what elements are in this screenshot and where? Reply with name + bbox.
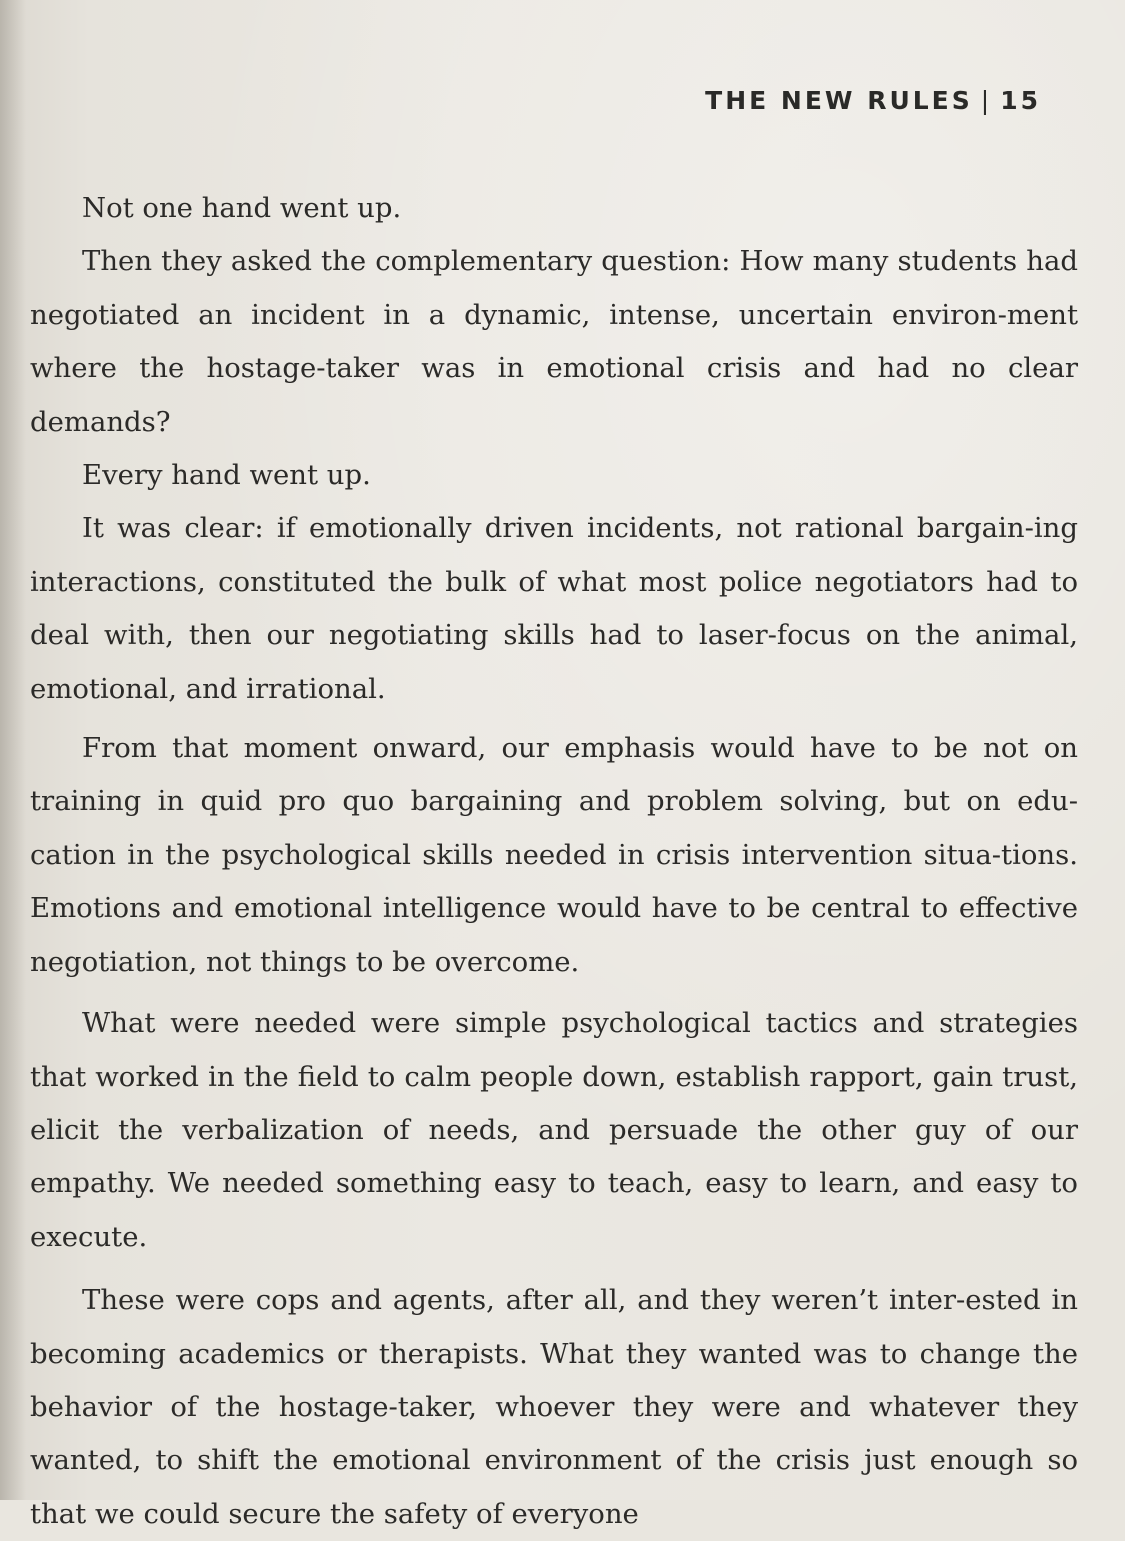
body-text	[30, 182, 1078, 1541]
running-head-separator: |	[980, 86, 993, 115]
paragraph: What were needed were simple psychological tactics and strategies that worked in the field to calm people down, establish rapport, gain trust, elicit the verbalization of needs, and persuade the other guy of our empathy. We needed something easy to teach, easy to learn, and easy to execute.	[30, 1007, 1078, 1253]
gutter-shadow	[0, 0, 26, 1500]
page-number: 15	[1000, 86, 1041, 115]
running-head-title: THE NEW RULES	[705, 86, 973, 115]
paragraph: Not one hand went up.	[82, 192, 402, 224]
paragraph: These were cops and agents, after all, and they weren’t inter-ested in becoming academics or therapists. What they wanted was to change the behavior of the hostage-taker, whoever they were and whatever they wanted, to shift the emotional environment of the crisis just enough so that we could secure the safety of everyone	[30, 1284, 1078, 1530]
paragraph: From that moment onward, our emphasis would have to be not on training in quid pro quo bargaining and problem solving, but on edu-cation in the psychological skills needed in crisis intervention situa-tions. Emotions and emotional intelligence would have to be central to effective negotiation, not things to be overcome.	[30, 732, 1078, 978]
running-head	[705, 86, 1041, 115]
paragraph: Every hand went up.	[82, 459, 371, 492]
paragraph: Then they asked the complementary question: How many students had negotiated an incident in a dynamic, intense, uncertain environ-ment where the hostage-taker was in emotional crisis and had no clear demands?	[30, 245, 1078, 438]
paragraph: It was clear: if emotionally driven incidents, not rational bargain-ing interactions, constituted the bulk of what most police negotiators had to deal with, then our negotiating skills had to laser-focus on the animal, emotional, and irrational.	[30, 512, 1078, 705]
